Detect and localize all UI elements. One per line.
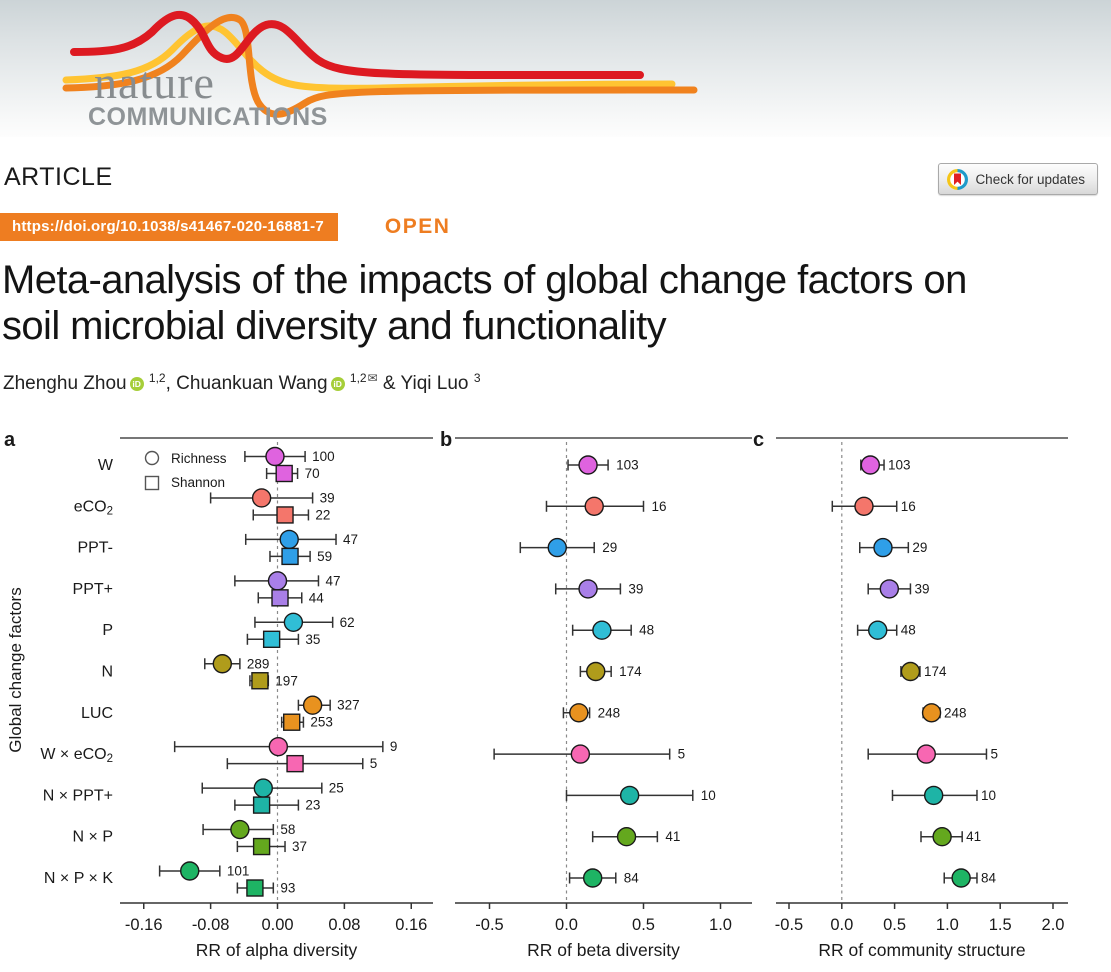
author-separator: & bbox=[377, 373, 401, 395]
sample-size-label: 103 bbox=[888, 457, 911, 473]
legend-label: Shannon bbox=[171, 475, 226, 490]
author-affiliations: 1,2 bbox=[145, 371, 166, 386]
author-separator: , bbox=[165, 373, 177, 395]
sample-size-label: 48 bbox=[639, 622, 655, 638]
panel-letter: b bbox=[440, 429, 453, 451]
panel-letter: a bbox=[4, 429, 16, 451]
data-point-marker bbox=[923, 704, 941, 722]
legend-square-swatch bbox=[146, 477, 159, 490]
data-point-marker bbox=[571, 745, 589, 763]
sample-size-label: 23 bbox=[305, 797, 321, 813]
factor-label: W × eCO2 bbox=[40, 746, 113, 766]
data-point-marker bbox=[231, 821, 249, 839]
corresponding-author-icon[interactable]: ✉ bbox=[367, 371, 378, 386]
sample-size-label: 47 bbox=[343, 531, 359, 547]
article-type-label: ARTICLE bbox=[4, 163, 113, 191]
journal-masthead bbox=[0, 0, 1111, 137]
data-point-marker bbox=[284, 613, 302, 631]
data-point-marker bbox=[880, 580, 898, 598]
data-point-marker bbox=[264, 631, 280, 647]
sample-size-label: 248 bbox=[597, 705, 621, 721]
sample-size-label: 70 bbox=[304, 466, 320, 481]
crossmark-icon bbox=[947, 169, 968, 190]
x-tick-label: 0.08 bbox=[328, 916, 361, 934]
sample-size-label: 289 bbox=[246, 656, 270, 672]
data-point-marker bbox=[861, 456, 879, 474]
data-point-marker bbox=[272, 590, 288, 606]
author-name: Chuankuan Wang bbox=[176, 373, 328, 395]
data-point-marker bbox=[952, 869, 970, 887]
x-tick-label: 0.00 bbox=[261, 916, 294, 934]
sample-size-label: 29 bbox=[912, 540, 928, 556]
data-point-marker bbox=[621, 786, 639, 804]
x-tick-label: 0.16 bbox=[395, 916, 428, 934]
x-tick-label: 1.0 bbox=[709, 916, 732, 934]
factor-label: N × P × K bbox=[43, 870, 113, 887]
legend-label: Richness bbox=[171, 451, 227, 466]
legend-circle-swatch bbox=[146, 452, 159, 465]
sample-size-label: 35 bbox=[305, 631, 321, 647]
data-point-marker bbox=[618, 828, 636, 846]
x-tick-label: -0.5 bbox=[774, 916, 804, 934]
sample-size-label: 248 bbox=[944, 705, 967, 721]
sample-size-label: 39 bbox=[319, 490, 335, 506]
check-for-updates-label: Check for updates bbox=[975, 171, 1085, 187]
data-point-marker bbox=[254, 839, 270, 855]
x-tick-label: 0.0 bbox=[555, 916, 578, 934]
sample-size-label: 84 bbox=[980, 870, 996, 886]
data-point-marker bbox=[282, 548, 298, 564]
author-name: Zhenghu Zhou bbox=[3, 373, 127, 395]
factor-label: N bbox=[101, 663, 113, 681]
sample-size-label: 327 bbox=[337, 697, 360, 713]
sample-size-label: 58 bbox=[280, 822, 296, 838]
author-affiliations: 1,2 bbox=[346, 371, 367, 386]
orcid-icon[interactable]: iD bbox=[130, 377, 144, 391]
journal-subname: COMMUNICATIONS bbox=[88, 103, 328, 131]
factor-label: LUC bbox=[80, 704, 113, 722]
data-point-marker bbox=[584, 869, 602, 887]
sample-size-label: 253 bbox=[310, 714, 333, 730]
x-tick-label: 0.0 bbox=[830, 916, 854, 934]
data-point-marker bbox=[254, 797, 270, 813]
data-point-marker bbox=[276, 466, 292, 482]
data-point-marker bbox=[287, 756, 303, 772]
data-point-marker bbox=[587, 663, 605, 681]
x-tick-label: 1.0 bbox=[935, 916, 959, 934]
sample-size-label: 5 bbox=[677, 746, 686, 762]
x-tick-label: 1.5 bbox=[988, 916, 1012, 934]
data-point-marker bbox=[254, 779, 272, 797]
factor-label: PPT+ bbox=[72, 580, 113, 598]
data-point-marker bbox=[277, 507, 293, 523]
sample-size-label: 5 bbox=[990, 746, 998, 762]
factor-label: W bbox=[97, 457, 113, 474]
figure-forest-plots bbox=[0, 425, 1111, 967]
check-for-updates-button[interactable] bbox=[938, 163, 1098, 195]
data-point-marker bbox=[874, 539, 892, 557]
data-point-marker bbox=[901, 663, 919, 681]
sample-size-label: 10 bbox=[700, 787, 716, 803]
sample-size-label: 16 bbox=[651, 498, 667, 514]
author-line bbox=[3, 371, 1111, 395]
data-point-marker bbox=[181, 862, 199, 880]
data-point-marker bbox=[917, 745, 935, 763]
data-point-marker bbox=[284, 714, 300, 730]
x-tick-label: -0.08 bbox=[191, 916, 230, 934]
factor-label: N × P bbox=[72, 828, 113, 846]
sample-size-label: 197 bbox=[275, 673, 298, 689]
sample-size-label: 84 bbox=[623, 870, 639, 886]
data-point-marker bbox=[548, 539, 566, 557]
x-axis-title: RR of beta diversity bbox=[527, 940, 680, 960]
sample-size-label: 9 bbox=[389, 739, 398, 755]
author-affiliations: 3 bbox=[470, 371, 481, 386]
sample-size-label: 93 bbox=[280, 880, 296, 896]
data-point-marker bbox=[855, 497, 873, 515]
sample-size-label: 41 bbox=[966, 829, 982, 845]
sample-size-label: 62 bbox=[339, 614, 355, 630]
x-axis-title: RR of alpha diversity bbox=[195, 940, 358, 960]
x-axis-title: RR of community structure bbox=[818, 940, 1026, 960]
x-tick-label: 2.0 bbox=[1041, 916, 1065, 934]
data-point-marker bbox=[869, 621, 887, 639]
factor-label: N × PPT+ bbox=[42, 787, 113, 805]
forest-plot-figure-svg bbox=[0, 425, 1111, 967]
y-axis-title: Global change factors bbox=[6, 587, 25, 753]
factor-label: P bbox=[102, 622, 113, 640]
sample-size-label: 47 bbox=[325, 573, 341, 589]
data-point-marker bbox=[269, 738, 287, 756]
data-point-marker bbox=[280, 530, 298, 548]
sample-size-label: 29 bbox=[602, 540, 618, 556]
sample-size-label: 37 bbox=[292, 839, 308, 855]
article-title: Meta-analysis of the impacts of global change factors on soil microbial diversity and functionality bbox=[2, 258, 967, 348]
x-tick-label: -0.5 bbox=[475, 916, 504, 934]
doi-link[interactable]: https://doi.org/10.1038/s41467-020-16881-7 bbox=[0, 213, 338, 241]
journal-name: nature bbox=[94, 57, 215, 108]
author-name: Yiqi Luo bbox=[400, 373, 469, 395]
orcid-icon[interactable]: iD bbox=[331, 377, 345, 391]
data-point-marker bbox=[213, 655, 231, 673]
data-point-marker bbox=[570, 704, 588, 722]
sample-size-label: 101 bbox=[226, 863, 250, 879]
factor-label: PPT- bbox=[77, 539, 113, 557]
sample-size-label: 174 bbox=[923, 664, 947, 679]
sample-size-label: 59 bbox=[317, 548, 333, 564]
sample-size-label: 39 bbox=[914, 581, 930, 597]
data-point-marker bbox=[269, 572, 287, 590]
data-point-marker bbox=[252, 673, 268, 689]
x-tick-label: -0.16 bbox=[124, 916, 163, 934]
sample-size-label: 22 bbox=[315, 507, 331, 523]
sample-size-label: 103 bbox=[616, 457, 639, 473]
data-point-marker bbox=[247, 880, 263, 896]
data-point-marker bbox=[304, 696, 322, 714]
sample-size-label: 100 bbox=[312, 449, 335, 464]
sample-size-label: 10 bbox=[980, 787, 996, 803]
article-header bbox=[0, 137, 1111, 395]
sample-size-label: 5 bbox=[369, 756, 378, 772]
sample-size-label: 16 bbox=[900, 498, 916, 514]
x-tick-label: 0.5 bbox=[632, 916, 655, 934]
sample-size-label: 41 bbox=[665, 829, 681, 845]
factor-label: eCO2 bbox=[73, 498, 113, 518]
sample-size-label: 44 bbox=[308, 590, 324, 606]
data-point-marker bbox=[933, 828, 951, 846]
sample-size-label: 48 bbox=[900, 622, 916, 638]
data-point-marker bbox=[593, 621, 611, 639]
sample-size-label: 25 bbox=[328, 780, 344, 796]
open-access-label: OPEN bbox=[384, 215, 451, 238]
panel-letter: c bbox=[753, 429, 765, 451]
sample-size-label: 39 bbox=[628, 581, 644, 597]
data-point-marker bbox=[579, 456, 597, 474]
sample-size-label: 174 bbox=[619, 664, 642, 679]
x-tick-label: 0.5 bbox=[883, 916, 907, 934]
data-point-marker bbox=[585, 497, 603, 515]
data-point-marker bbox=[253, 489, 271, 507]
data-point-marker bbox=[925, 786, 943, 804]
data-point-marker bbox=[266, 448, 284, 466]
data-point-marker bbox=[579, 580, 597, 598]
